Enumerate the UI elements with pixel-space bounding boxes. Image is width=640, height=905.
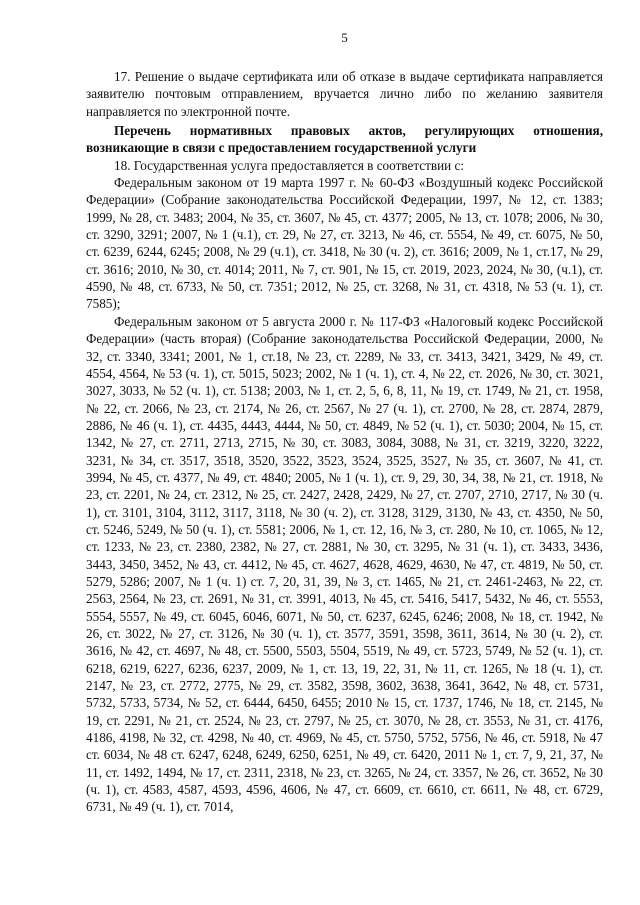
paragraph-tax-code-citation: Федеральным законом от 5 августа 2000 г. № 117-ФЗ «Налоговый кодекс Российской Федерации» (часть вторая) (Собрание законодательства Российской Федерации, 2000, № 32, ст. 3340, 3341; 2001, № 1, ст.18, № 23, ст. 2289, № 33, ст. 3413, 3421, 3429, № 49, ст. 4554, 4564, № 53 (ч. 1), ст. 5015, 5023; 2002, № 1 (ч. 1), ст. 4, № 22, ст. 2026, № 30, ст. 3021, 3027, 3033, № 52 (ч. 1), ст. 5138; 2003, № 1, ст. 2, 5, 6, 8, 11, № 19, ст. 1749, № 21, ст. 1958, № 22, ст. 2066, № 23, ст. 2174, № 26, ст. 2567, № 27 (ч. 1), ст. 2700, № 28, ст. 2874, 2879, 2886, № 46 (ч. 1), ст. 4435, 4443, 4444, № 50, ст. 4849, № 52 (ч. 1), ст. 5030; 2004, № 15, ст. 1342, № 27, ст. 2711, 2713, 2715, № 30, ст. 3083, 3084, 3088, № 31, ст. 3219, 3220, 3222, 3231, № 34, ст. 3517, 3518, 3520, 3522, 3523, 3524, 3525, 3527, № 35, ст. 3607, № 41, ст. 3994, № 45, ст. 4377, № 49, ст. 4840; 2005, № 1 (ч. 1), ст. 9, 29, 30, 34, 38, № 21, ст. 1918, № 23, ст. 2201, № 24, ст. 2312, № 25, ст. 2427, 2428, 2429, № 27, ст. 2707, 2710, 2717, № 30 (ч. 1), ст. 3101, 3104, 3112, 3117, 3118, № 30 (ч. 2), ст. 3128, 3129, 3130, № 43, ст. 4350, № 50, ст. 5246, 5249, № 50 (ч. 1), ст. 5581; 2006, № 1, ст. 12, 16, № 3, ст. 280, № 10, ст. 1065, № 12, ст. 1233, № 23, ст. 2380, 2382, № 27, ст. 2881, № 30, ст. 3295, № 31 (ч. 1), ст. 3433, 3436, 3443, 3450, 3452, № 43, ст. 4412, № 45, ст. 4627, 4628, 4629, 4630, № 47, ст. 4819, № 50, ст. 5279, 5286; 2007, № 1 (ч. 1) ст. 7, 20, 31, 39, № 3, ст. 1465, № 21, ст. 2461-2463, № 22, ст. 2563, 2564, № 23, ст. 2691, № 31, ст. 3991, 4013, № 45, ст. 5416, 5417, 5432, № 46, ст. 5553, 5554, 5557, № 49, ст. 6045, 6046, 6071, № 50, ст. 6237, 6245, 6246; 2008, № 18, ст. 1942, № 26, ст. 3022, № 27, ст. 3126, № 30 (ч. 1), ст. 3577, 3591, 3598, 3611, 3614, № 30 (ч. 2), ст. 3616, № 42, ст. 4697, № 48, ст. 5500, 5503, 5504, 5519, № 49, ст. 5723, 5749, № 52 (ч. 1), ст. 6218, 6219, 6227, 6236, 6237, 2009, № 1, ст. 13, 19, 22, 31, № 11, ст. 1265, № 18 (ч. 1), ст. 2147, № 23, ст. 2772, 2775, № 29, ст. 3582, 3598, 3602, 3638, 3641, 3642, № 48, ст. 5731, 5732, 5733, 5734, № 52, ст. 6444, 6450, 6455; 2010 № 15, ст. 1737, 1746, № 18, ст. 2145, № 19, ст. 2291, № 21, ст. 2524, № 23, ст. 2797, № 25, ст. 3070, № 28, ст. 3553, № 31, ст. 4176, 4186, 4198, № 32, ст. 4298, № 40, ст. 4969, № 45, ст. 5750, 5752, 5756, № 46, ст. 5918, № 47 ст. 6034, № 48 ст. 6247, 6248, 6249, 6250, 6251, № 49, ст. 6420, 2011 № 1, ст. 7, 9, 21, 37, № 11, ст. 1492, 1494, № 17, ст. 2311, 2318, № 23, ст. 3265, № 24, ст. 3357, № 26, ст. 3652, № 30 (ч. 1), ст. 4583, 4587, 4593, 4596, 4606, № 47, ст. 6609, ст. 6610, ст. 6611, № 48, ст. 6729, 6731, № 49 (ч. 1), ст. 7014, — [86, 313, 603, 815]
section-heading-legal-acts: Перечень нормативных правовых актов, регулирующих отношения, возникающие в связи с предоставлением государственной услуги — [86, 123, 603, 156]
paragraph-17-decision-delivery: 17. Решение о выдаче сертификата или об отказе в выдаче сертификата направляется заявителю почтовым отправлением, вручается лично либо по желанию заявителя направляется по электронной почте. — [86, 69, 603, 119]
paragraph-18-basis: 18. Государственная услуга предоставляется в соответствии с: — [114, 157, 465, 173]
page-number: 5 — [341, 30, 348, 45]
paragraph-air-code-citation: Федеральным законом от 19 марта 1997 г. № 60-ФЗ «Воздушный кодекс Российской Федерации» (Собрание законодательства Российской Федерации, 1997, № 12, ст. 1383; 1999, № 28, ст. 3483; 2004, № 35, ст. 3607, № 45, ст. 4377; 2005, № 13, ст. 1078; 2006, № 30, ст. 3290, 3291; 2007, № 1 (ч.1), ст. 29, № 27, ст. 3213, № 46, ст. 5554, № 49, ст. 6075, № 50, ст. 6239, 6244, 6245; 2008, № 29 (ч.1), ст. 3418, № 30 (ч. 2), ст. 3616; 2009, № 1, ст.17, № 29, ст. 3616; 2010, № 30, ст. 4014; 2011, № 7, ст. 901, № 15, ст. 2019, 2023, 2024, № 30, (ч.1), ст. 4590, № 48, ст. 6733, № 50, ст. 7351; 2012, № 25, ст. 3268, № 31, ст. 4318, № 53 (ч. 1), ст. 7585); — [86, 175, 603, 312]
